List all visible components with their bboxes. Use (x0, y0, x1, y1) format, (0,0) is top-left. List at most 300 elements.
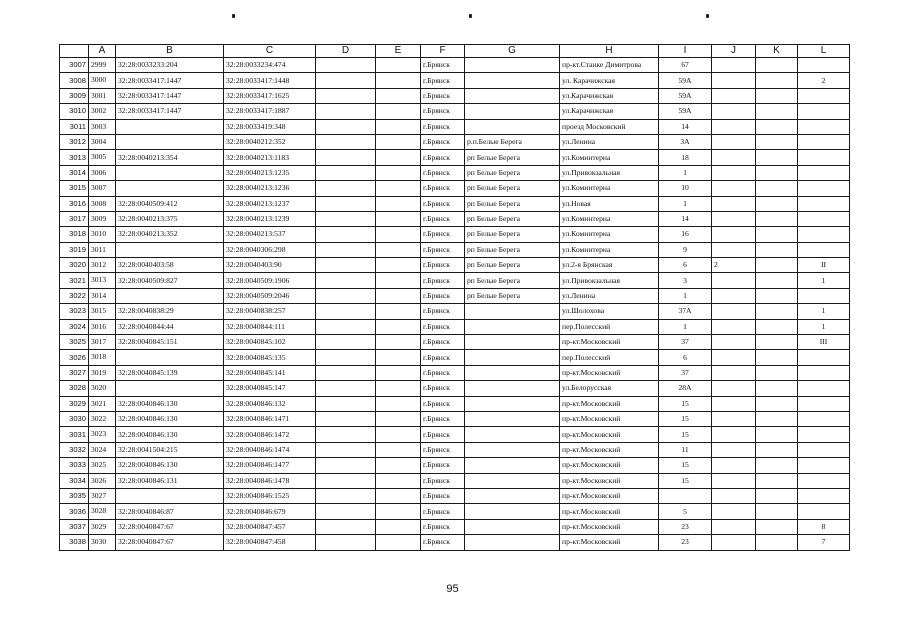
cell-b[interactable]: 32:28:0040847:67 (116, 535, 224, 550)
cell-i[interactable]: 6 (659, 350, 712, 365)
row-number[interactable]: 3010 (60, 104, 89, 119)
cell-c[interactable]: 32:28:0040509:1906 (224, 273, 316, 288)
cell-b[interactable]: 32:28:0033417:1447 (116, 104, 224, 119)
cell-c[interactable]: 32:28:0040845:102 (224, 335, 316, 350)
cell-c[interactable]: 32:28:0040509:2046 (224, 288, 316, 303)
cell-j[interactable] (712, 427, 756, 442)
cell-e[interactable] (376, 211, 421, 226)
cell-d[interactable] (316, 211, 376, 226)
cell-c[interactable]: 32:28:0040846:1477 (224, 458, 316, 473)
cell-g[interactable]: рп Белые Берега (465, 227, 560, 242)
cell-h[interactable]: ул.Новая (560, 196, 659, 211)
cell-i[interactable]: 1 (659, 319, 712, 334)
cell-c[interactable]: 32:28:0040845:147 (224, 381, 316, 396)
row-number[interactable]: 3015 (60, 181, 89, 196)
cell-h[interactable]: ул. Карачижская (560, 73, 659, 88)
cell-l[interactable] (798, 411, 850, 426)
cell-f[interactable]: г.Брянск (421, 442, 465, 457)
cell-l[interactable] (798, 365, 850, 380)
row-number[interactable]: 3022 (60, 288, 89, 303)
cell-a[interactable]: 3026 (89, 473, 116, 488)
cell-l[interactable]: III (798, 335, 850, 350)
row-number[interactable]: 3027 (60, 365, 89, 380)
cell-f[interactable]: г.Брянск (421, 458, 465, 473)
cell-g[interactable] (465, 365, 560, 380)
row-number[interactable]: 3024 (60, 319, 89, 334)
cell-k[interactable] (756, 519, 798, 534)
cell-i[interactable]: 5 (659, 504, 712, 519)
row-number[interactable]: 3033 (60, 458, 89, 473)
cell-c[interactable]: 32:28:0040844:111 (224, 319, 316, 334)
cell-e[interactable] (376, 442, 421, 457)
cell-h[interactable]: пр-кт.Московский (560, 427, 659, 442)
cell-a[interactable]: 3008 (89, 196, 116, 211)
cell-b[interactable] (116, 288, 224, 303)
cell-a[interactable]: 3001 (89, 88, 116, 103)
cell-k[interactable] (756, 211, 798, 226)
cell-f[interactable]: г.Брянск (421, 381, 465, 396)
cell-b[interactable] (116, 134, 224, 149)
cell-d[interactable] (316, 119, 376, 134)
cell-f[interactable]: г.Брянск (421, 319, 465, 334)
cell-d[interactable] (316, 365, 376, 380)
cell-h[interactable]: пр-кт.Московский (560, 396, 659, 411)
cell-l[interactable] (798, 134, 850, 149)
column-header[interactable]: D (316, 45, 376, 58)
cell-f[interactable]: г.Брянск (421, 73, 465, 88)
cell-h[interactable]: ул.Шолохова (560, 304, 659, 319)
cell-c[interactable]: 32:28:0040845:141 (224, 365, 316, 380)
cell-e[interactable] (376, 535, 421, 550)
row-number[interactable]: 3029 (60, 396, 89, 411)
cell-k[interactable] (756, 396, 798, 411)
row-number[interactable]: 3009 (60, 88, 89, 103)
cell-j[interactable] (712, 165, 756, 180)
cell-i[interactable]: 15 (659, 473, 712, 488)
row-number[interactable]: 3016 (60, 196, 89, 211)
cell-l[interactable] (798, 381, 850, 396)
cell-g[interactable]: рп Белые Берега (465, 288, 560, 303)
cell-c[interactable]: 32:28:0033417:1448 (224, 73, 316, 88)
cell-c[interactable]: 32:28:0040306:298 (224, 242, 316, 257)
cell-c[interactable]: 32:28:0033417:1625 (224, 88, 316, 103)
cell-a[interactable]: 3003 (89, 119, 116, 134)
cell-k[interactable] (756, 273, 798, 288)
cell-f[interactable]: г.Брянск (421, 104, 465, 119)
cell-f[interactable]: г.Брянск (421, 504, 465, 519)
cell-l[interactable] (798, 350, 850, 365)
cell-c[interactable]: 32:28:0033234:474 (224, 58, 316, 73)
cell-g[interactable]: рп Белые Берега (465, 165, 560, 180)
cell-e[interactable] (376, 119, 421, 134)
cell-k[interactable] (756, 381, 798, 396)
cell-l[interactable]: 2 (798, 73, 850, 88)
cell-h[interactable]: ул.Ленина (560, 134, 659, 149)
cell-l[interactable] (798, 288, 850, 303)
cell-c[interactable]: 32:28:0040213:537 (224, 227, 316, 242)
cell-d[interactable] (316, 73, 376, 88)
row-number[interactable]: 3032 (60, 442, 89, 457)
cell-d[interactable] (316, 150, 376, 165)
cell-a[interactable]: 3015 (89, 304, 116, 319)
cell-i[interactable]: 1 (659, 165, 712, 180)
cell-f[interactable]: г.Брянск (421, 196, 465, 211)
cell-h[interactable]: проезд Московский (560, 119, 659, 134)
cell-l[interactable] (798, 211, 850, 226)
cell-l[interactable]: 1 (798, 304, 850, 319)
cell-l[interactable] (798, 150, 850, 165)
cell-b[interactable] (116, 350, 224, 365)
cell-g[interactable] (465, 73, 560, 88)
cell-k[interactable] (756, 150, 798, 165)
cell-k[interactable] (756, 104, 798, 119)
cell-g[interactable]: рп Белые Берега (465, 273, 560, 288)
cell-j[interactable] (712, 335, 756, 350)
cell-f[interactable]: г.Брянск (421, 119, 465, 134)
cell-b[interactable]: 32:28:0040846:131 (116, 473, 224, 488)
column-header[interactable]: J (712, 45, 756, 58)
cell-b[interactable]: 32:28:0040213:354 (116, 150, 224, 165)
column-header[interactable]: B (116, 45, 224, 58)
cell-f[interactable]: г.Брянск (421, 427, 465, 442)
row-number[interactable]: 3013 (60, 150, 89, 165)
cell-k[interactable] (756, 335, 798, 350)
column-header[interactable]: C (224, 45, 316, 58)
cell-j[interactable] (712, 535, 756, 550)
row-number[interactable]: 3021 (60, 273, 89, 288)
cell-l[interactable]: 1 (798, 319, 850, 334)
cell-b[interactable]: 32:28:0040403:58 (116, 258, 224, 273)
cell-e[interactable] (376, 227, 421, 242)
cell-e[interactable] (376, 411, 421, 426)
cell-d[interactable] (316, 58, 376, 73)
cell-k[interactable] (756, 134, 798, 149)
cell-b[interactable]: 32:28:0041504:215 (116, 442, 224, 457)
cell-g[interactable] (465, 473, 560, 488)
cell-l[interactable] (798, 396, 850, 411)
cell-e[interactable] (376, 365, 421, 380)
cell-a[interactable]: 3011 (89, 242, 116, 257)
cell-d[interactable] (316, 288, 376, 303)
row-number[interactable]: 3031 (60, 427, 89, 442)
cell-c[interactable]: 32:28:0040213:1183 (224, 150, 316, 165)
cell-e[interactable] (376, 473, 421, 488)
cell-k[interactable] (756, 350, 798, 365)
cell-k[interactable] (756, 427, 798, 442)
cell-c[interactable]: 32:28:0040846:1472 (224, 427, 316, 442)
cell-k[interactable] (756, 319, 798, 334)
cell-b[interactable] (116, 181, 224, 196)
cell-k[interactable] (756, 365, 798, 380)
cell-i[interactable]: 23 (659, 535, 712, 550)
cell-f[interactable]: г.Брянск (421, 242, 465, 257)
cell-c[interactable]: 32:28:0040845:135 (224, 350, 316, 365)
cell-c[interactable]: 32:28:0040213:1237 (224, 196, 316, 211)
cell-i[interactable]: 16 (659, 227, 712, 242)
cell-c[interactable]: 32:28:0040846:1525 (224, 488, 316, 503)
cell-k[interactable] (756, 288, 798, 303)
row-number[interactable]: 3037 (60, 519, 89, 534)
cell-h[interactable]: ул.Коминтерна (560, 242, 659, 257)
cell-d[interactable] (316, 196, 376, 211)
cell-f[interactable]: г.Брянск (421, 488, 465, 503)
cell-g[interactable] (465, 119, 560, 134)
cell-l[interactable] (798, 504, 850, 519)
cell-b[interactable] (116, 488, 224, 503)
cell-b[interactable] (116, 119, 224, 134)
cell-j[interactable] (712, 227, 756, 242)
row-number[interactable]: 3028 (60, 381, 89, 396)
cell-h[interactable]: пр-кт.Московский (560, 473, 659, 488)
cell-e[interactable] (376, 427, 421, 442)
cell-d[interactable] (316, 519, 376, 534)
cell-f[interactable]: г.Брянск (421, 273, 465, 288)
cell-f[interactable]: г.Брянск (421, 165, 465, 180)
cell-g[interactable]: р.п.Белые Берега (465, 134, 560, 149)
row-number[interactable]: 3035 (60, 488, 89, 503)
cell-i[interactable]: 11 (659, 442, 712, 457)
cell-h[interactable]: ул.Привокзальная (560, 165, 659, 180)
row-number[interactable]: 3038 (60, 535, 89, 550)
cell-c[interactable]: 32:28:0040847:457 (224, 519, 316, 534)
cell-j[interactable] (712, 488, 756, 503)
cell-j[interactable] (712, 442, 756, 457)
cell-e[interactable] (376, 273, 421, 288)
cell-d[interactable] (316, 473, 376, 488)
cell-l[interactable] (798, 88, 850, 103)
cell-g[interactable]: рп Белые Берега (465, 258, 560, 273)
cell-d[interactable] (316, 504, 376, 519)
cell-d[interactable] (316, 350, 376, 365)
cell-a[interactable]: 3019 (89, 365, 116, 380)
cell-d[interactable] (316, 442, 376, 457)
cell-j[interactable] (712, 242, 756, 257)
cell-d[interactable] (316, 242, 376, 257)
cell-l[interactable] (798, 473, 850, 488)
cell-g[interactable] (465, 335, 560, 350)
cell-g[interactable] (465, 319, 560, 334)
cell-f[interactable]: г.Брянск (421, 535, 465, 550)
cell-f[interactable]: г.Брянск (421, 350, 465, 365)
cell-h[interactable]: пр-кт.Московский (560, 535, 659, 550)
cell-k[interactable] (756, 411, 798, 426)
cell-j[interactable] (712, 304, 756, 319)
cell-b[interactable] (116, 242, 224, 257)
cell-k[interactable] (756, 165, 798, 180)
cell-g[interactable] (465, 504, 560, 519)
cell-e[interactable] (376, 458, 421, 473)
cell-i[interactable]: 59А (659, 104, 712, 119)
cell-c[interactable]: 32:28:0040212:352 (224, 134, 316, 149)
cell-d[interactable] (316, 181, 376, 196)
cell-e[interactable] (376, 165, 421, 180)
cell-c[interactable]: 32:28:0033417:1887 (224, 104, 316, 119)
row-number[interactable]: 3019 (60, 242, 89, 257)
cell-l[interactable] (798, 165, 850, 180)
cell-j[interactable] (712, 381, 756, 396)
cell-l[interactable] (798, 104, 850, 119)
cell-e[interactable] (376, 88, 421, 103)
cell-k[interactable] (756, 196, 798, 211)
cell-a[interactable]: 3022 (89, 411, 116, 426)
cell-i[interactable]: 28А (659, 381, 712, 396)
cell-e[interactable] (376, 58, 421, 73)
cell-j[interactable] (712, 350, 756, 365)
cell-g[interactable] (465, 381, 560, 396)
cell-g[interactable] (465, 104, 560, 119)
cell-h[interactable]: ул.Белорусская (560, 381, 659, 396)
cell-j[interactable] (712, 196, 756, 211)
cell-h[interactable]: пер.Полесский (560, 319, 659, 334)
cell-g[interactable] (465, 396, 560, 411)
cell-e[interactable] (376, 150, 421, 165)
cell-f[interactable]: г.Брянск (421, 288, 465, 303)
cell-k[interactable] (756, 488, 798, 503)
cell-f[interactable]: г.Брянск (421, 396, 465, 411)
cell-b[interactable] (116, 381, 224, 396)
cell-l[interactable] (798, 227, 850, 242)
cell-i[interactable]: 37 (659, 365, 712, 380)
cell-h[interactable]: ул.Ленина (560, 288, 659, 303)
cell-f[interactable]: г.Брянск (421, 304, 465, 319)
cell-c[interactable]: 32:28:0040846:1474 (224, 442, 316, 457)
cell-l[interactable] (798, 196, 850, 211)
cell-b[interactable] (116, 165, 224, 180)
cell-l[interactable]: 1 (798, 273, 850, 288)
cell-d[interactable] (316, 319, 376, 334)
cell-a[interactable]: 3020 (89, 381, 116, 396)
cell-e[interactable] (376, 258, 421, 273)
cell-a[interactable]: 3014 (89, 288, 116, 303)
cell-b[interactable]: 32:28:0040847:67 (116, 519, 224, 534)
column-header[interactable]: K (756, 45, 798, 58)
cell-k[interactable] (756, 535, 798, 550)
cell-g[interactable]: рп Белые Берега (465, 150, 560, 165)
cell-j[interactable] (712, 88, 756, 103)
cell-i[interactable]: 37А (659, 304, 712, 319)
cell-e[interactable] (376, 242, 421, 257)
cell-i[interactable]: 37 (659, 335, 712, 350)
cell-d[interactable] (316, 535, 376, 550)
column-header[interactable]: G (465, 45, 560, 58)
cell-a[interactable]: 3000 (89, 73, 116, 88)
cell-b[interactable]: 32:28:0040213:352 (116, 227, 224, 242)
cell-c[interactable]: 32:28:0040838:257 (224, 304, 316, 319)
cell-a[interactable]: 3030 (89, 535, 116, 550)
cell-i[interactable]: 67 (659, 58, 712, 73)
cell-h[interactable]: ул.Карачижская (560, 104, 659, 119)
cell-h[interactable]: ул.Коминтерна (560, 211, 659, 226)
row-number[interactable]: 3026 (60, 350, 89, 365)
cell-k[interactable] (756, 119, 798, 134)
row-number[interactable]: 3011 (60, 119, 89, 134)
cell-h[interactable]: пр-кт.Станке Димитрова (560, 58, 659, 73)
cell-f[interactable]: г.Брянск (421, 335, 465, 350)
cell-d[interactable] (316, 227, 376, 242)
cell-e[interactable] (376, 196, 421, 211)
cell-l[interactable]: II (798, 258, 850, 273)
cell-d[interactable] (316, 258, 376, 273)
cell-k[interactable] (756, 458, 798, 473)
cell-i[interactable]: 15 (659, 396, 712, 411)
cell-g[interactable]: рп Белые Берега (465, 196, 560, 211)
row-number[interactable]: 3008 (60, 73, 89, 88)
cell-l[interactable] (798, 458, 850, 473)
cell-d[interactable] (316, 273, 376, 288)
cell-e[interactable] (376, 381, 421, 396)
cell-e[interactable] (376, 335, 421, 350)
cell-d[interactable] (316, 88, 376, 103)
cell-h[interactable]: ул.Карачижская (560, 88, 659, 103)
cell-d[interactable] (316, 411, 376, 426)
cell-l[interactable] (798, 427, 850, 442)
row-number[interactable]: 3018 (60, 227, 89, 242)
cell-e[interactable] (376, 181, 421, 196)
row-number[interactable]: 3020 (60, 258, 89, 273)
cell-k[interactable] (756, 227, 798, 242)
cell-e[interactable] (376, 73, 421, 88)
cell-e[interactable] (376, 488, 421, 503)
cell-h[interactable]: пр-кт.Московский (560, 411, 659, 426)
cell-i[interactable]: 9 (659, 242, 712, 257)
column-header[interactable]: H (560, 45, 659, 58)
cell-a[interactable]: 3017 (89, 335, 116, 350)
cell-f[interactable]: г.Брянск (421, 134, 465, 149)
cell-b[interactable]: 32:28:0040845:151 (116, 335, 224, 350)
cell-c[interactable]: 32:28:0040213:1235 (224, 165, 316, 180)
cell-b[interactable]: 32:28:0033233:204 (116, 58, 224, 73)
cell-f[interactable]: г.Брянск (421, 411, 465, 426)
cell-b[interactable]: 32:28:0040509:412 (116, 196, 224, 211)
cell-a[interactable]: 2999 (89, 58, 116, 73)
cell-g[interactable] (465, 427, 560, 442)
cell-h[interactable]: пр-кт.Московский (560, 442, 659, 457)
cell-e[interactable] (376, 319, 421, 334)
cell-l[interactable] (798, 242, 850, 257)
cell-b[interactable]: 32:28:0040846:130 (116, 427, 224, 442)
row-number[interactable]: 3036 (60, 504, 89, 519)
cell-g[interactable] (465, 442, 560, 457)
row-number[interactable]: 3014 (60, 165, 89, 180)
cell-j[interactable] (712, 104, 756, 119)
cell-k[interactable] (756, 473, 798, 488)
cell-c[interactable]: 32:28:0040846:132 (224, 396, 316, 411)
cell-j[interactable] (712, 365, 756, 380)
cell-g[interactable]: рп Белые Берега (465, 211, 560, 226)
cell-i[interactable]: 6 (659, 258, 712, 273)
cell-k[interactable] (756, 88, 798, 103)
cell-d[interactable] (316, 488, 376, 503)
cell-j[interactable] (712, 319, 756, 334)
cell-a[interactable]: 3024 (89, 442, 116, 457)
cell-c[interactable]: 32:28:0040846:1471 (224, 411, 316, 426)
cell-f[interactable]: г.Брянск (421, 258, 465, 273)
cell-b[interactable]: 32:28:0040846:130 (116, 458, 224, 473)
cell-a[interactable]: 3009 (89, 211, 116, 226)
cell-i[interactable]: 14 (659, 211, 712, 226)
cell-g[interactable] (465, 488, 560, 503)
cell-a[interactable]: 3021 (89, 396, 116, 411)
column-header[interactable]: F (421, 45, 465, 58)
row-number[interactable]: 3030 (60, 411, 89, 426)
cell-a[interactable]: 3029 (89, 519, 116, 534)
cell-g[interactable] (465, 350, 560, 365)
cell-h[interactable]: пр-кт.Московский (560, 488, 659, 503)
cell-l[interactable]: 8 (798, 519, 850, 534)
cell-i[interactable]: 59А (659, 73, 712, 88)
cell-a[interactable]: 3016 (89, 319, 116, 334)
cell-b[interactable]: 32:28:0033417:1447 (116, 73, 224, 88)
